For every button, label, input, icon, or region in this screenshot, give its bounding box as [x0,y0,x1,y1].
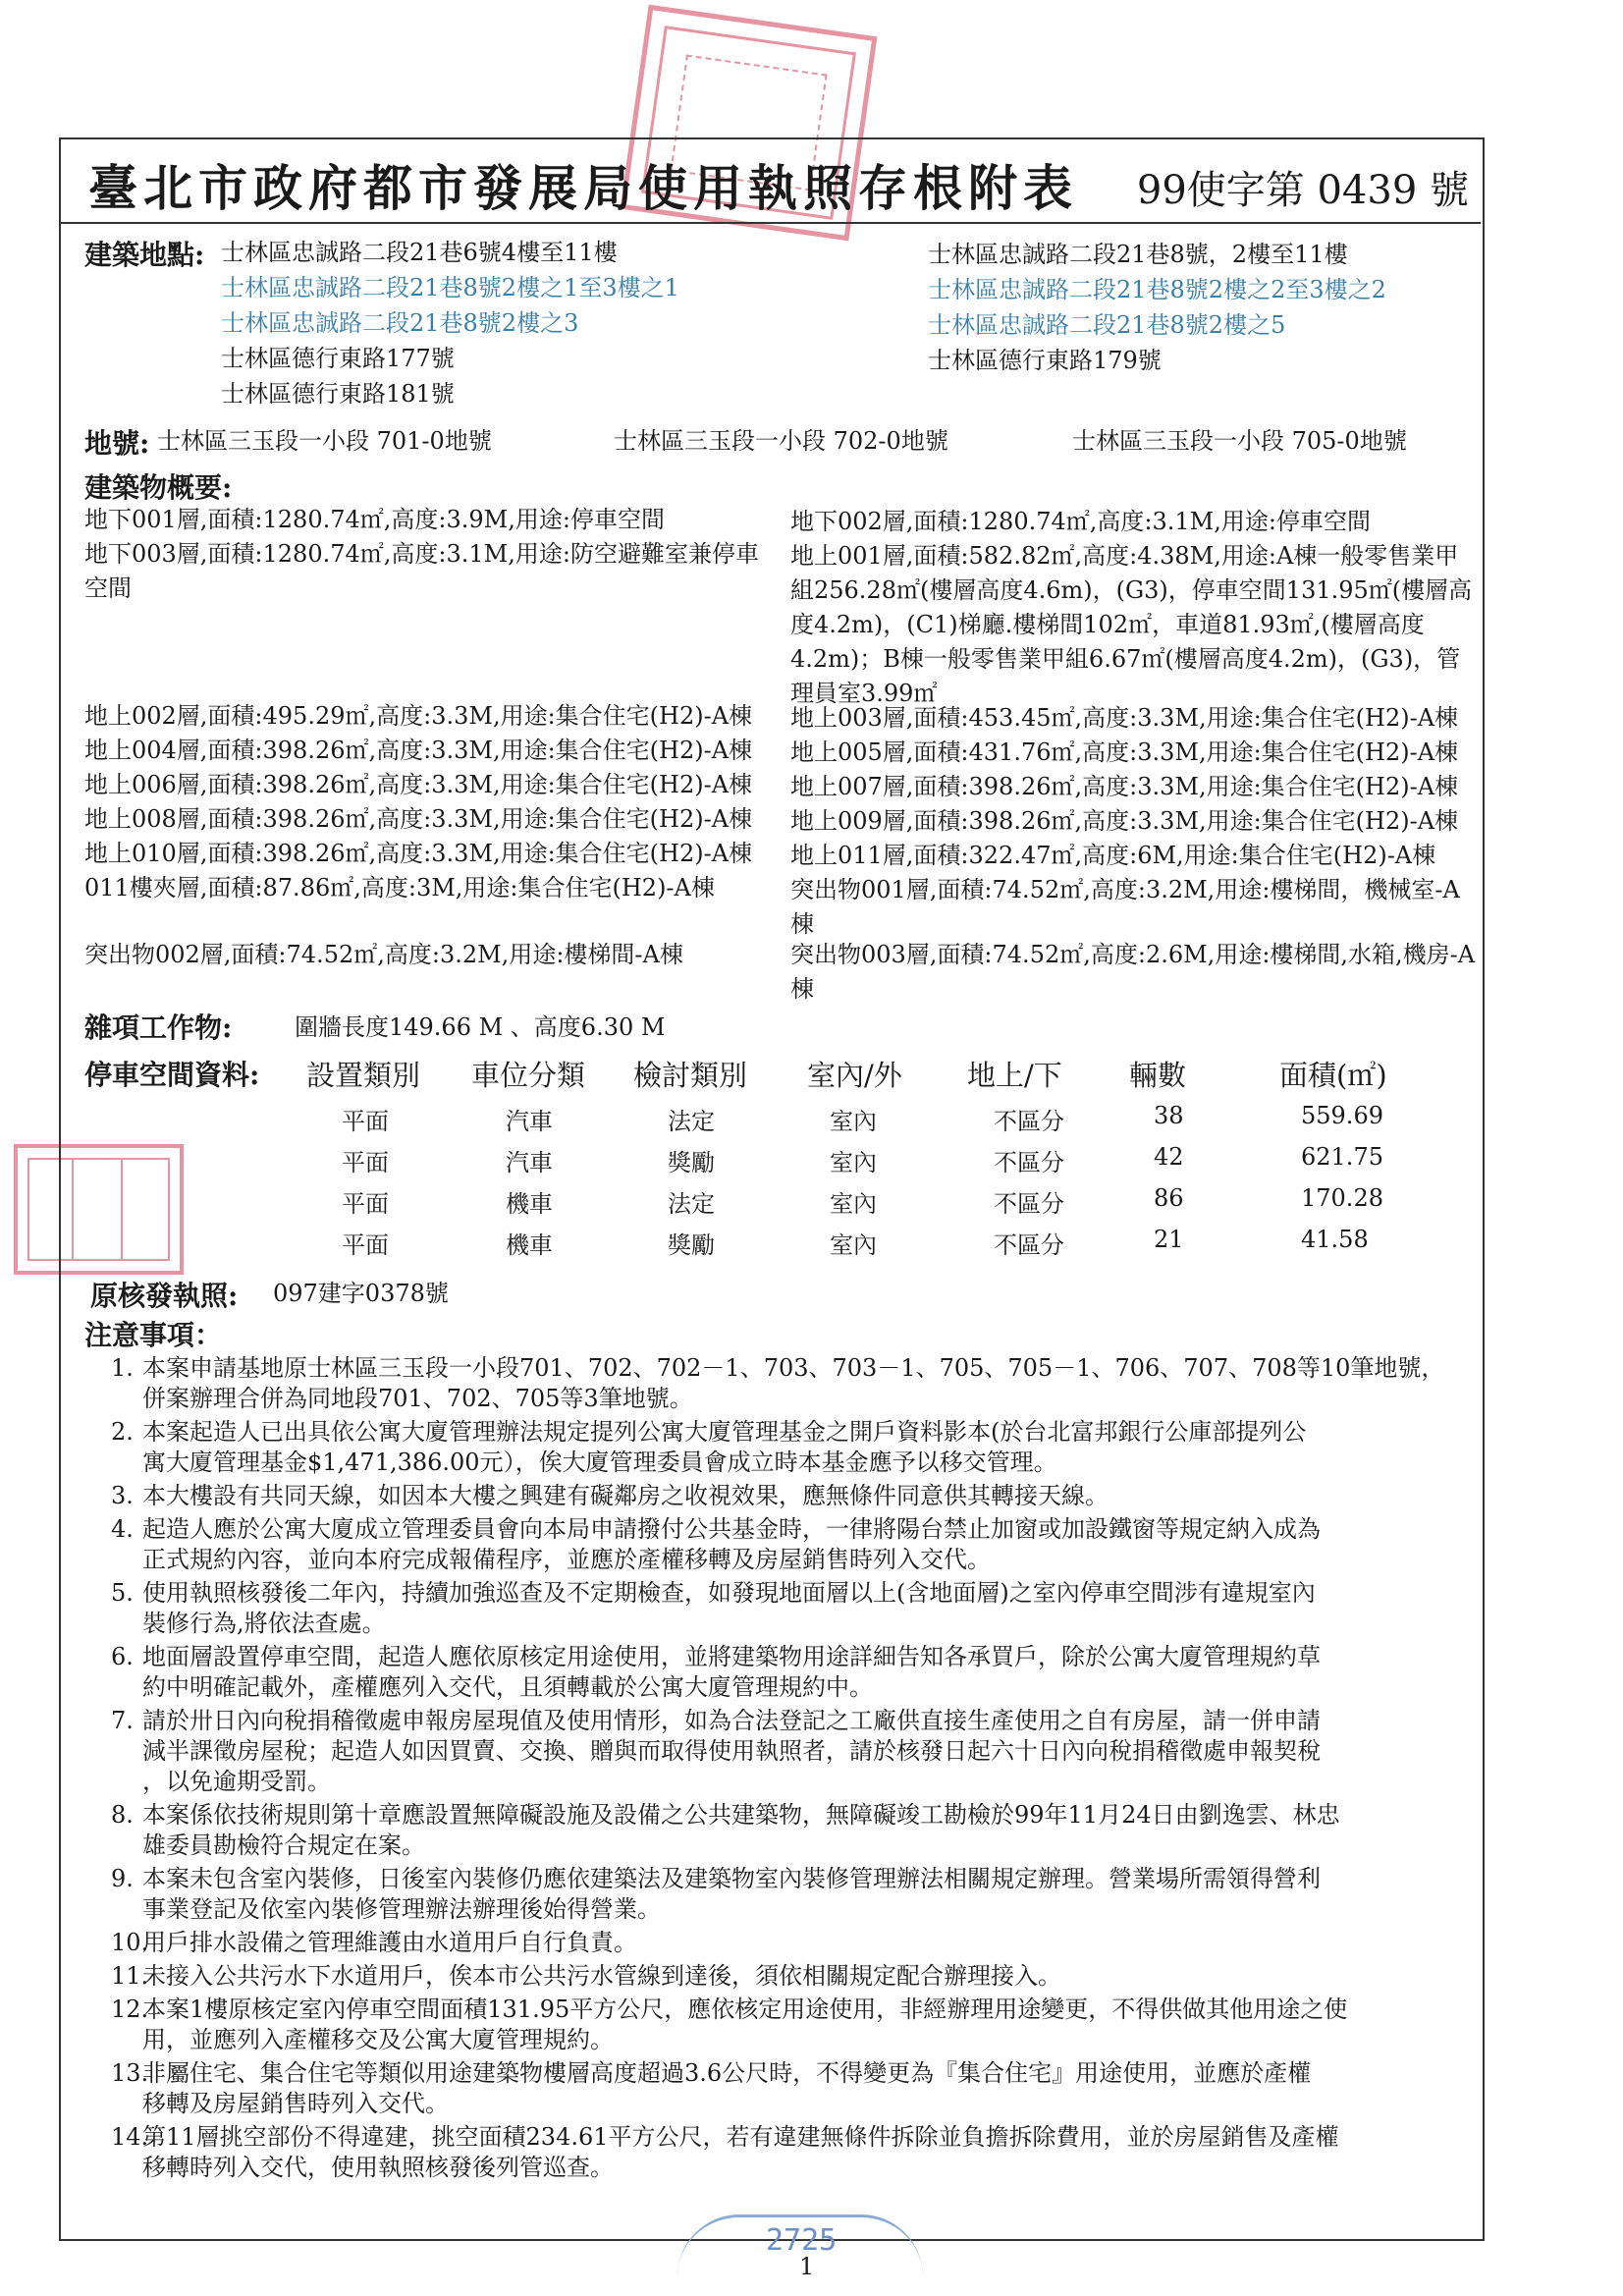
note-line: 寓大廈管理基金$1,471,386.00元），俟大廈管理委員會成立時本基金應予以移交管理。 [142,1449,1057,1476]
building-left-9: 突出物002層,面積:74.52㎡,高度:3.2M,用途:樓梯間-A棟 [84,941,683,968]
parking-cell: 42 [1154,1143,1184,1171]
address-left-5: 士林區德行東路181號 [221,380,455,408]
parking-header-4: 室內/外 [807,1059,902,1092]
land-lot-2: 士林區三玉段一小段 702-0地號 [614,427,948,455]
note-number: 5. [111,1579,134,1607]
notes-label: 注意事項： [84,1319,223,1351]
parking-label: 停車空間資料: [84,1059,260,1091]
building-left-2: 地下003層,面積:1280.74㎡,高度:3.1M,用途:防空避難室兼停車空間 [84,540,759,602]
note-number: 13. [111,2059,149,2087]
note-number: 14. [111,2123,149,2151]
note-item [111,1353,1481,1414]
note-line: 用，並應列入產權移交及公寓大廈管理規約。 [142,2026,614,2053]
misc-label: 雜項工作物: [84,1011,233,1044]
note-line: 本案申請基地原士林區三玉段一小段701、702、702－1、703、703－1、705、705－1、706、707、708等10筆地號， [142,1354,1445,1382]
parking-cell: 41.58 [1301,1226,1369,1253]
note-line: 本案起造人已出具依公寓大廈管理辦法規定提列公寓大廈管理基金之開戶資料影本(於台北富邦銀行公庫部提列公 [142,1418,1307,1446]
parking-cell: 室內 [830,1149,877,1176]
note-item [111,1928,1481,1958]
note-number: 7. [111,1707,134,1734]
land-lot-3: 士林區三玉段一小段 705-0地號 [1072,427,1407,455]
parking-cell: 室內 [830,1190,877,1218]
note-item [111,1864,1481,1925]
building-label: 建築物概要: [84,471,233,504]
parking-cell: 獎勵 [668,1149,715,1176]
original-permit-value: 097建字0378號 [273,1280,449,1307]
note-line: 用戶排水設備之管理維護由水道用戶自行負責。 [142,1929,637,1956]
note-line: 裝修行為,將依法查處。 [142,1610,386,1637]
parking-cell: 法定 [668,1190,715,1218]
address-right-2: 士林區忠誠路二段21巷8號2樓之2至3樓之2 [928,276,1386,303]
note-line: 減半課徵房屋稅；起造人如因買賣、交換、贈與而取得使用執照者，請於核發日起六十日內向稅捐稽徵處申報契稅 [142,1737,1321,1765]
title-bar [59,137,1481,224]
address-left-1: 士林區忠誠路二段21巷6號4樓至11樓 [221,239,618,266]
parking-header-1: 設置類別 [306,1059,421,1092]
building-left-1: 地下001層,面積:1280.74㎡,高度:3.9M,用途:停車空間 [84,506,665,533]
stamp-number: 2725 [766,2223,838,2258]
building-right-8: 突出物001層,面積:74.52㎡,高度:3.2M,用途:樓梯間，機械室-A棟 [790,876,1460,938]
parking-cell: 獎勵 [668,1231,715,1259]
note-number: 6. [111,1643,134,1670]
parking-cell: 不區分 [994,1108,1064,1135]
address-left-3: 士林區忠誠路二段21巷8號2樓之3 [221,309,579,337]
note-number: 12. [111,1995,149,2023]
address-left-4: 士林區德行東路177號 [221,345,455,372]
note-item [111,1578,1481,1639]
note-line: 未接入公共污水下水道用戶，俟本市公共污水管線到達後，須依相關規定配合辦理接入。 [142,1962,1061,1990]
permit-number: 99使字第 0439 號 [1136,168,1469,213]
building-left-4: 地上004層,面積:398.26㎡,高度:3.3M,用途:集合住宅(H2)-A棟 [84,737,753,764]
parking-cell: 不區分 [994,1190,1064,1218]
note-item [111,1481,1481,1511]
note-line: 併案辦理合併為同地段701、702、705等3筆地號。 [142,1385,693,1412]
building-left-3: 地上002層,面積:495.29㎡,高度:3.3M,用途:集合住宅(H2)-A棟 [84,702,753,730]
note-item [111,1417,1481,1478]
note-number: 8. [111,1801,134,1829]
note-line: 本案係依技術規則第十章應設置無障礙設施及設備之公共建築物，無障礙竣工勘檢於99年11月24日由劉逸雲、林忠 [142,1801,1340,1829]
note-line: 第11層挑空部份不得違建，挑空面積234.61平方公尺，若有違建無條件拆除並負擔拆除費用，並於房屋銷售及產權 [142,2123,1339,2151]
page-number: 1 [799,2253,815,2280]
parking-cell: 86 [1154,1184,1184,1212]
note-number: 1. [111,1354,134,1382]
address-right-4: 士林區德行東路179號 [928,347,1162,374]
note-line: 本大樓設有共同天線，如因本大樓之興建有礙鄰房之收視效果，應無條件同意供其轉接天線。 [142,1482,1109,1509]
misc-value: 圍牆長度149.66 M 、高度6.30 M [295,1013,666,1041]
building-left-7: 地上010層,面積:398.26㎡,高度:3.3M,用途:集合住宅(H2)-A棟 [84,840,753,867]
building-left-5: 地上006層,面積:398.26㎡,高度:3.3M,用途:集合住宅(H2)-A棟 [84,771,753,798]
parking-cell: 室內 [830,1108,877,1135]
page-title: 臺北市政府都市發展局使用執照存根附表 [88,159,1078,217]
parking-cell: 平面 [342,1231,389,1259]
note-number: 11. [111,1962,149,1990]
parking-cell: 559.69 [1301,1102,1383,1129]
parking-cell: 不區分 [994,1149,1064,1176]
note-item [111,1642,1481,1703]
parking-cell: 平面 [342,1149,389,1176]
note-line: 移轉時列入交代，使用執照核發後列管巡查。 [142,2154,614,2181]
note-line: 雄委員勘檢符合規定在案。 [142,1831,425,1859]
note-number: 2. [111,1418,134,1446]
land-label: 地號: [84,427,150,460]
building-right-2: 地上001層,面積:582.82㎡,高度:4.38M,用途:A棟一般零售業甲組256.28㎡(樓層高度4.6m)，(G3)，停車空間131.95㎡(樓層高度4.2m)，(C1)梯廳.樓梯間102㎡，車道81.93㎡,(樓層高度4.2m)；B棟一般零售業甲組6.67㎡(樓層高度4.2m)，(G3)，管理員室3.99㎡ [790,542,1473,707]
parking-header-7: 面積(㎡) [1279,1059,1387,1092]
note-line: 地面層設置停車空間，起造人應依原核定用途使用，並將建築物用途詳細告知各承買戶，除於公寓大廈管理規約草 [142,1643,1321,1670]
note-line: 請於卅日內向稅捐稽徵處申報房屋現值及使用情形，如為合法登記之工廠供直接生產使用之自有房屋，請一併申請 [142,1707,1321,1734]
parking-cell: 21 [1154,1226,1184,1253]
note-item [111,2058,1481,2119]
note-line: 本案未包含室內裝修，日後室內裝修仍應依建築法及建築物室內裝修管理辦法相關規定辦理。營業場所需領得營利 [142,1865,1321,1892]
note-line: 本案1樓原核定室內停車空間面積131.95平方公尺，應依核定用途使用，非經辦理用途變更，不得供做其他用途之使 [142,1995,1348,2023]
building-left-8: 011樓夾層,面積:87.86㎡,高度:3M,用途:集合住宅(H2)-A棟 [84,874,715,902]
parking-header-2: 車位分類 [471,1059,586,1092]
address-right-1: 士林區忠誠路二段21巷8號，2樓至11樓 [928,241,1348,268]
parking-cell: 室內 [830,1231,877,1259]
building-right-1: 地下002層,面積:1280.74㎡,高度:3.1M,用途:停車空間 [790,508,1371,535]
parking-cell: 170.28 [1301,1184,1383,1212]
note-line: 正式規約內容，並向本府完成報備程序，並應於產權移轉及房屋銷售時列入交代。 [142,1546,991,1573]
note-number: 9. [111,1865,134,1892]
parking-cell: 法定 [668,1108,715,1135]
note-number: 10. [111,1929,149,1956]
parking-cell: 621.75 [1301,1143,1383,1171]
building-right-3: 地上003層,面積:453.45㎡,高度:3.3M,用途:集合住宅(H2)-A棟 [790,704,1459,732]
note-line: 約中明確記載外，產權應列入交代，且須轉載於公寓大廈管理規約中。 [142,1673,873,1701]
parking-header-5: 地上/下 [967,1059,1062,1092]
note-line: 使用執照核發後二年內，持續加強巡查及不定期檢查，如發現地面層以上(含地面層)之室內停車空間涉有違規室內 [142,1579,1316,1607]
address-label: 建築地點: [84,239,205,271]
parking-header-3: 檢討類別 [633,1059,748,1092]
building-right-7: 地上011層,面積:322.47㎡,高度:6M,用途:集合住宅(H2)-A棟 [790,842,1436,869]
parking-cell: 平面 [342,1108,389,1135]
note-line: 事業登記及依室內裝修管理辦法辦理後始得營業。 [142,1895,661,1923]
note-line: ，以免逾期受罰。 [142,1768,331,1795]
note-item [111,1800,1481,1861]
building-right-4: 地上005層,面積:431.76㎡,高度:3.3M,用途:集合住宅(H2)-A棟 [790,738,1459,766]
note-item [111,2122,1481,2183]
original-permit-label: 原核發執照: [90,1280,239,1312]
building-right-5: 地上007層,面積:398.26㎡,高度:3.3M,用途:集合住宅(H2)-A棟 [790,773,1459,800]
parking-cell: 汽車 [506,1149,553,1176]
address-left-2: 士林區忠誠路二段21巷8號2樓之1至3樓之1 [221,274,679,301]
parking-cell: 汽車 [506,1108,553,1135]
note-line: 非屬住宅、集合住宅等類似用途建築物樓層高度超過3.6公尺時，不得變更為『集合住宅』用途使用，並應於產權 [142,2059,1312,2087]
note-line: 移轉及房屋銷售時列入交代。 [142,2090,449,2117]
note-number: 3. [111,1482,134,1509]
note-item [111,1961,1481,1992]
parking-cell: 機車 [506,1231,553,1259]
parking-cell: 平面 [342,1190,389,1218]
note-item [111,1995,1481,2055]
building-right-9: 突出物003層,面積:74.52㎡,高度:2.6M,用途:樓梯間,水箱,機房-A棟 [790,941,1476,1003]
note-item [111,1514,1481,1575]
parking-header-6: 輛數 [1129,1059,1187,1092]
parking-cell: 38 [1154,1102,1184,1129]
note-line: 起造人應於公寓大廈成立管理委員會向本局申請撥付公共基金時，一律將陽台禁止加窗或加設鐵窗等規定納入成為 [142,1515,1321,1543]
note-item [111,1706,1481,1797]
building-left-6: 地上008層,面積:398.26㎡,高度:3.3M,用途:集合住宅(H2)-A棟 [84,805,753,833]
parking-cell: 不區分 [994,1231,1064,1259]
note-number: 4. [111,1515,134,1543]
land-lot-1: 士林區三玉段一小段 701-0地號 [157,427,492,455]
building-right-6: 地上009層,面積:398.26㎡,高度:3.3M,用途:集合住宅(H2)-A棟 [790,807,1459,835]
address-right-3: 士林區忠誠路二段21巷8號2樓之5 [928,311,1286,339]
parking-cell: 機車 [506,1190,553,1218]
